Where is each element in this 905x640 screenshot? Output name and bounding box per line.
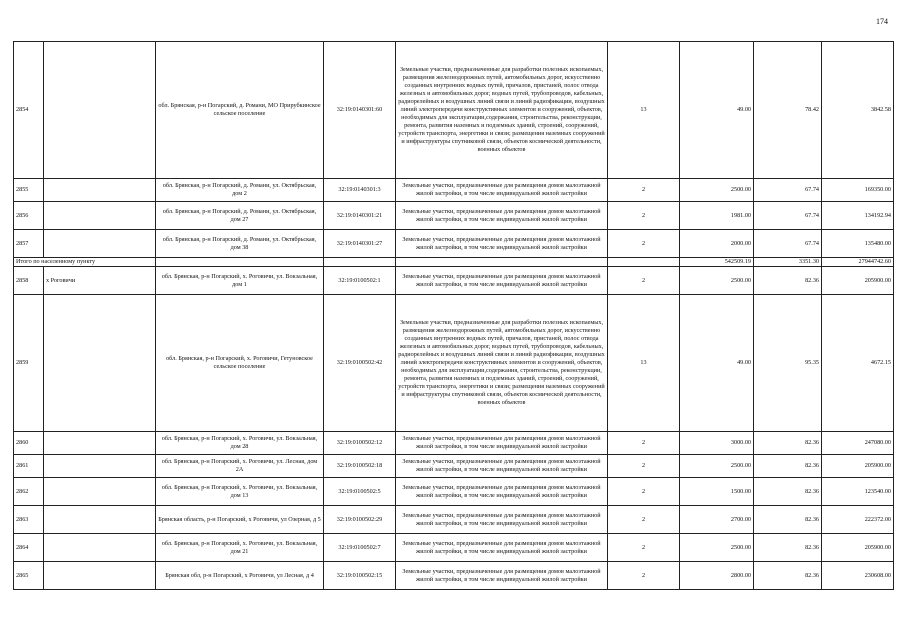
address-cell: обл. Брянская, р-н Погарский, д. Романи, МО Прирубкинское сельское поселение — [156, 42, 324, 179]
row-number-cell: 2855 — [14, 179, 44, 202]
land-purpose-cell: Земельные участки, предназначенные для разработки полезных ископаемых, размещения железнодорожных путей, автомобильных дорог, искусственно созданных внутренних водных путей, причалов, пристаней, полос отвода железных и автомобильных дорог, водных путей, трубопроводов, кабельных, радиорелейных и воздушных линий связи и линий радиофикации, воздушных линий электропередачи конструктивных элементов и сооружений, объектов, необходимых для эксплуатации,содержания, строительства, реконструкции, ремонта, развития наземных и подземных зданий, строений, сооружений, устройств транспорта, энергетики и связи; размещения наземных сооружений и инфраструктуры спутниковой связи, объектов космической деятельности, военных объектов — [396, 42, 608, 179]
row-number-cell: 2858 — [14, 267, 44, 295]
area-cell: 2800.00 — [680, 562, 754, 590]
row-number-cell: 2862 — [14, 478, 44, 506]
address-cell: обл. Брянская, р-н Погарский, х. Роговичи, ул. Лесная, дом 2А — [156, 455, 324, 478]
page-number: 174 — [876, 17, 888, 26]
cadastral-value-cell: 169350.00 — [822, 179, 894, 202]
cadastral-value-cell: 3842.58 — [822, 42, 894, 179]
table-row — [14, 432, 894, 455]
row-number-cell: 2861 — [14, 455, 44, 478]
cadastral-value-cell: 247080.00 — [822, 432, 894, 455]
land-purpose-cell: Земельные участки, предназначенные для размещения домов малоэтажной жилой застройки, в том числе индивидуальной жилой застройки — [396, 267, 608, 295]
locality-cell — [44, 202, 156, 230]
table-row — [14, 179, 894, 202]
specific-value-cell: 82.36 — [754, 478, 822, 506]
group-number-cell: 2 — [608, 534, 680, 562]
locality-cell — [44, 42, 156, 179]
specific-value-cell: 67.74 — [754, 179, 822, 202]
cadastral-value-cell: 205900.00 — [822, 267, 894, 295]
row-number-cell: 2859 — [14, 295, 44, 432]
area-cell: 3000.00 — [680, 432, 754, 455]
address-cell: обл. Брянская, р-н Погарский, х. Роговичи, ул. Вокзальная, дом 28 — [156, 432, 324, 455]
specific-value-cell: 67.74 — [754, 202, 822, 230]
locality-cell — [44, 562, 156, 590]
table-row — [14, 506, 894, 534]
land-purpose-cell — [396, 258, 608, 267]
locality-cell — [44, 295, 156, 432]
cadastral-value-cell: 27944742.60 — [822, 258, 894, 267]
specific-value-cell: 82.36 — [754, 534, 822, 562]
address-cell: обл. Брянская, р-н Погарский, х. Роговичи, ул. Вокзальная, дом 1 — [156, 267, 324, 295]
row-number-cell: 2856 — [14, 202, 44, 230]
area-cell: 2500.00 — [680, 267, 754, 295]
address-cell: обл. Брянская, р-н Погарский, х. Роговичи, Гетуновское сельское поселение — [156, 295, 324, 432]
cadastral-number-cell: 32:19:0140301:27 — [324, 230, 396, 258]
cadastral-number-cell: 32:19:0100502:12 — [324, 432, 396, 455]
cadastral-number-cell: 32:19:0100502:1 — [324, 267, 396, 295]
specific-value-cell: 95.35 — [754, 295, 822, 432]
cadastral-value-cell: 4672.15 — [822, 295, 894, 432]
group-number-cell: 2 — [608, 562, 680, 590]
area-cell: 2700.00 — [680, 506, 754, 534]
table-row — [14, 478, 894, 506]
area-cell: 2000.00 — [680, 230, 754, 258]
area-cell: 2500.00 — [680, 455, 754, 478]
group-number-cell: 2 — [608, 506, 680, 534]
row-number-cell: 2857 — [14, 230, 44, 258]
table-row — [14, 295, 894, 432]
area-cell: 2500.00 — [680, 179, 754, 202]
land-purpose-cell: Земельные участки, предназначенные для разработки полезных ископаемых, размещения железнодорожных путей, автомобильных дорог, искусственно созданных внутренних водных путей, причалов, пристаней, полос отвода железных и автомобильных дорог, водных путей, трубопроводов, кабельных, радиорелейных и воздушных линий связи и линий радиофикации, воздушных линий электропередачи конструктивных элементов и сооружений, объектов, необходимых для эксплуатации,содержания, строительства, реконструкции, ремонта, развития наземных и подземных зданий, строений, сооружений, устройств транспорта, энергетики и связи; размещения наземных сооружений и инфраструктуры спутниковой связи, объектов космической деятельности, военных объектов — [396, 295, 608, 432]
cadastral-value-cell: 205900.00 — [822, 534, 894, 562]
table-row — [14, 42, 894, 179]
land-purpose-cell: Земельные участки, предназначенные для размещения домов малоэтажной жилой застройки, в том числе индивидуальной жилой застройки — [396, 455, 608, 478]
locality-cell — [44, 534, 156, 562]
row-number-cell: 2854 — [14, 42, 44, 179]
group-number-cell: 2 — [608, 432, 680, 455]
land-purpose-cell: Земельные участки, предназначенные для размещения домов малоэтажной жилой застройки, в том числе индивидуальной жилой застройки — [396, 534, 608, 562]
cadastral-number-cell: 32:19:0100502:15 — [324, 562, 396, 590]
area-cell: 49.00 — [680, 295, 754, 432]
locality-cell — [44, 455, 156, 478]
locality-cell: х Роговичи — [44, 267, 156, 295]
specific-value-cell: 78.42 — [754, 42, 822, 179]
area-cell: 1500.00 — [680, 478, 754, 506]
group-number-cell: 2 — [608, 179, 680, 202]
cadastral-number-cell: 32:19:0100502:7 — [324, 534, 396, 562]
locality-cell — [44, 478, 156, 506]
address-cell: обл. Брянская, р-н Погарский, д. Романи, ул. Октябрьская, дом 38 — [156, 230, 324, 258]
specific-value-cell: 82.36 — [754, 455, 822, 478]
cadastral-value-cell: 222372.00 — [822, 506, 894, 534]
specific-value-cell: 82.36 — [754, 506, 822, 534]
locality-cell — [44, 179, 156, 202]
total-label-cell: Итого по населенному пункту — [14, 258, 156, 267]
area-cell: 1981.00 — [680, 202, 754, 230]
group-number-cell: 2 — [608, 267, 680, 295]
table-row — [14, 267, 894, 295]
row-number-cell: 2864 — [14, 534, 44, 562]
specific-value-cell: 82.36 — [754, 432, 822, 455]
specific-value-cell: 82.36 — [754, 562, 822, 590]
address-cell: Брянская область, р-н Погарский, х Роговичи, ул Озерная, д 5 — [156, 506, 324, 534]
cadastral-value-cell: 230608.00 — [822, 562, 894, 590]
land-purpose-cell: Земельные участки, предназначенные для размещения домов малоэтажной жилой застройки, в том числе индивидуальной жилой застройки — [396, 230, 608, 258]
cadastral-number-cell: 32:19:0100502:18 — [324, 455, 396, 478]
address-cell: обл. Брянская, р-н Погарский, х. Роговичи, ул. Вокзальная, дом 21 — [156, 534, 324, 562]
land-purpose-cell: Земельные участки, предназначенные для размещения домов малоэтажной жилой застройки, в том числе индивидуальной жилой застройки — [396, 478, 608, 506]
locality-cell — [44, 230, 156, 258]
table-row — [14, 230, 894, 258]
group-number-cell: 2 — [608, 202, 680, 230]
total-row — [14, 258, 894, 267]
cadastral-number-cell: 32:19:0100502:29 — [324, 506, 396, 534]
land-purpose-cell: Земельные участки, предназначенные для размещения домов малоэтажной жилой застройки, в том числе индивидуальной жилой застройки — [396, 432, 608, 455]
row-number-cell: 2863 — [14, 506, 44, 534]
cadastral-value-cell: 134192.94 — [822, 202, 894, 230]
locality-cell — [44, 432, 156, 455]
area-cell: 2500.00 — [680, 534, 754, 562]
row-number-cell: 2865 — [14, 562, 44, 590]
cadastral-value-cell: 123540.00 — [822, 478, 894, 506]
area-cell: 542509.19 — [680, 258, 754, 267]
cadastral-number-cell: 32:19:0100502:42 — [324, 295, 396, 432]
row-number-cell: 2860 — [14, 432, 44, 455]
land-purpose-cell: Земельные участки, предназначенные для размещения домов малоэтажной жилой застройки, в том числе индивидуальной жилой застройки — [396, 179, 608, 202]
land-purpose-cell: Земельные участки, предназначенные для размещения домов малоэтажной жилой застройки, в том числе индивидуальной жилой застройки — [396, 506, 608, 534]
cadastral-value-table — [13, 41, 894, 590]
group-number-cell: 2 — [608, 478, 680, 506]
group-number-cell: 2 — [608, 230, 680, 258]
locality-cell — [44, 506, 156, 534]
group-number-cell: 13 — [608, 295, 680, 432]
table-row — [14, 534, 894, 562]
address-cell: Брянская обл, р-н Погарский, х Роговичи, ул Лесная, д 4 — [156, 562, 324, 590]
cadastral-value-cell: 135480.00 — [822, 230, 894, 258]
table-row — [14, 562, 894, 590]
land-purpose-cell: Земельные участки, предназначенные для размещения домов малоэтажной жилой застройки, в том числе индивидуальной жилой застройки — [396, 202, 608, 230]
specific-value-cell: 82.36 — [754, 267, 822, 295]
cadastral-value-cell: 205900.00 — [822, 455, 894, 478]
address-cell: обл. Брянская, р-н Погарский, д. Романи, ул. Октябрьская, дом 27 — [156, 202, 324, 230]
table-row — [14, 455, 894, 478]
cadastral-number-cell — [324, 258, 396, 267]
cadastral-number-cell: 32:19:0140301:60 — [324, 42, 396, 179]
cadastral-number-cell: 32:19:0100502:5 — [324, 478, 396, 506]
table-row — [14, 202, 894, 230]
cadastral-number-cell: 32:19:0140301:21 — [324, 202, 396, 230]
address-cell — [156, 258, 324, 267]
specific-value-cell: 67.74 — [754, 230, 822, 258]
land-purpose-cell: Земельные участки, предназначенные для размещения домов малоэтажной жилой застройки, в том числе индивидуальной жилой застройки — [396, 562, 608, 590]
address-cell: обл. Брянская, р-н Погарский, х. Роговичи, ул. Вокзальная, дом 13 — [156, 478, 324, 506]
area-cell: 49.00 — [680, 42, 754, 179]
group-number-cell: 13 — [608, 42, 680, 179]
group-number-cell: 2 — [608, 455, 680, 478]
group-number-cell — [608, 258, 680, 267]
specific-value-cell: 3351.30 — [754, 258, 822, 267]
cadastral-number-cell: 32:19:0140301:3 — [324, 179, 396, 202]
address-cell: обл. Брянская, р-н Погарский, д. Романи, ул. Октябрьская, дом 2 — [156, 179, 324, 202]
